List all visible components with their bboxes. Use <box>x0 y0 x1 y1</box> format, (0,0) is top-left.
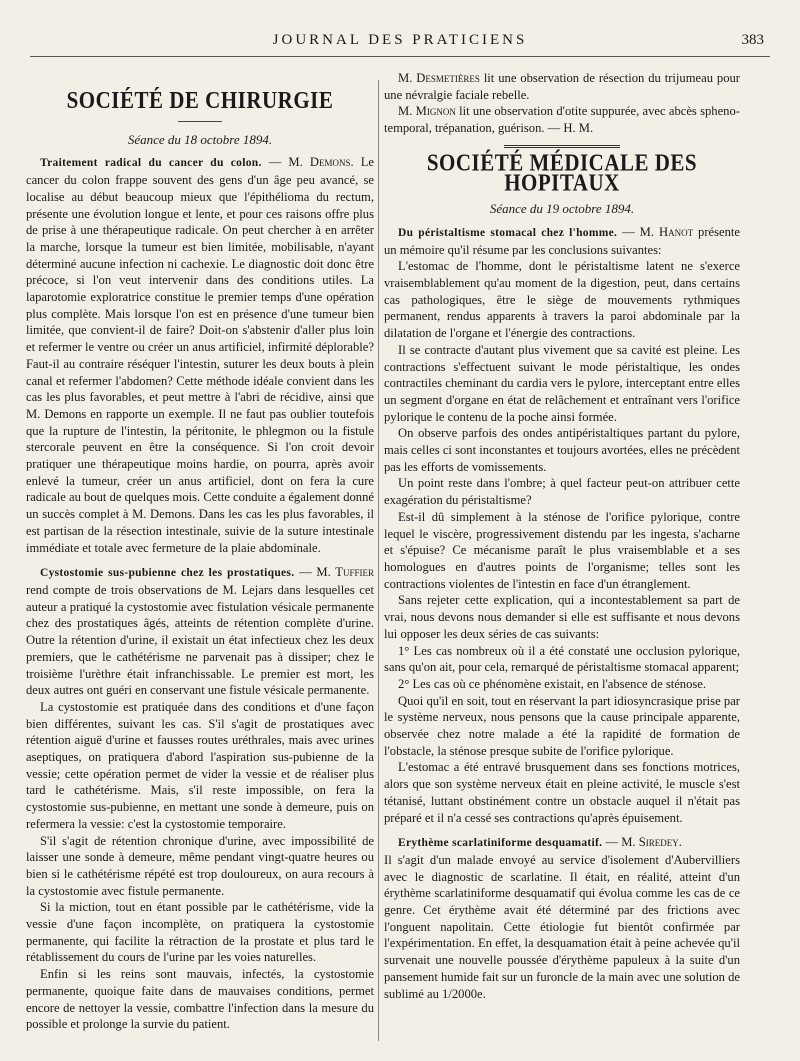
paragraph: On observe parfois des ondes antipéristaltiques partant du pylore, mais celles ci sont inconstantes et toujours avortées, elles ne précèdent pas les efforts de vomissements. <box>384 426 740 474</box>
paragraph: Quoi qu'il en soit, tout en réservant la part idiosyncrasique prise par le système nerveux, nous pensons que la cause principale apparente, observée chez notre malade a été la rapidité de formation de l'obstacle, la sténose presque subite de l'orifice pylorique. <box>384 693 740 758</box>
paragraph: S'il s'agit de rétention chronique d'urine, avec impossibilité de laisser une sonde à demeure, même pendant vingt-quatre heures ou bien si le cathétérisme répété est trop douloureux, on aura recours à la cystostomie avec fistule permanente. <box>26 833 374 898</box>
article-rubric: Du péristaltisme stomacal chez l'homme. <box>398 226 618 239</box>
title-rule <box>178 121 222 122</box>
article-rubric: Traitement radical du cancer du colon. <box>40 157 262 170</box>
article-body: Le cancer du colon frappe souvent des gens d'un âge peu avancé, se localise au début beaucoup mieux que l'épithélioma du rectum, présente une évolution longue et lente, et pour ces raisons offre plus de prise à une thérapeutique radicale. On peut chercher à en arrêter la marche, lorsque la tumeur est bien limitée, mobilisable, n'ayant déterminé aucune infection ni cachexie. Le diagnostic doit donc être précoce, si l'on veut intervenir dans des conditions utiles. La laparotomie exploratrice constitue le premier temps d'une opération plus complète. Mais lorsque l'on est en présence d'une tumeur bien limitée, que convient-il de faire? Doit-on s'abstenir d'aller plus loin et refermer le ventre ou créer un anus artificiel, infirmité déplorable? Faut-il au contraire réséquer l'intestin, suturer les deux bouts à plein canal et refermer l'abdomen? Cette méthode idéale convient dans les cas les plus favorables, et peut mettre à l'abri de récidive, ainsi que M. Demons en rapporte un exemple. Il ne faut pas oublier toutefois que la rupture de l'intestin, la péritonite, le phlegmon ou la fistule stercorale peuvent en être la conséquence. Si l'on croit devoir pratiquer une thérapeutique moins hardie, on pourra, après avoir enlevé la tumeur, créer un anus artificiel, dont on fera la cure radicale au bout de quelques mois. Cette conduite a également donné un succès complet à M. Demons. Dans les cas les plus favorables, il est partisan de la résection intestinale, suivie de la suture intestinale immédiate et totale avec fermeture de la plaie abdominale. <box>26 155 374 555</box>
right-column <box>384 70 740 1041</box>
paragraph: La cystostomie est pratiquée dans des conditions et d'une façon bien différentes, suivant les cas. S'il s'agit de prostatiques avec rétention aiguë d'urine et fausses routes uréthrales, mais avec urines aseptiques, on pratiquera d'abord l'aspiration sus-pubienne de la vessie; cette opération permet de vider la vessie et de réaliser plus tard le cathétérisme. Mais, s'il reste impossible, on fera la cystostomie sus-pubienne, en mettant une sonde à demeure, puis on refermera la vessie: c'est la cystostomie temporaire. <box>26 699 374 831</box>
article-peristaltisme <box>384 224 740 258</box>
article-author: — M. Tuffier <box>299 565 374 580</box>
society-title-hopitaux: SOCIÉTÉ MÉDICALE DES HOPITAUX <box>426 148 698 196</box>
seance-date: Séance du 18 octobre 1894. <box>127 131 273 147</box>
article-erytheme <box>384 834 740 852</box>
left-column <box>26 70 374 1041</box>
paragraph: L'estomac de l'homme, dont le péristaltisme latent ne s'exerce vraisemblablement qu'au moment de la digestion, peut, dans certains cas pathologiques, être le siège de mouvements rythmiques permanent, rendus apparents à travers la paroi abdominale par la dilatation de l'organe et l'énergie des contractions. <box>384 259 740 341</box>
article-body: présente un mémoire qu'il résume par les conclusions suivantes: <box>384 224 740 257</box>
paragraph: Il s'agit d'un malade envoyé au service d'isolement d'Aubervilliers avec le diagnostic de scarlatine. Il était, en réalité, atteint d'un érythème scarlatiniforme desquamatif qui évolua comme les cas de ce genre. Cet érythème avait été déterminé par des frictions avec l'onguent napolitain. Cette étiologie fut bientôt confirmée par l'expérimentation. En effet, la desquamation était à peine achevée qu'il survenait une nouvelle poussée d'érythème papuleux à la suite d'un pansement humide fait sur un furoncle de la main avec une solution de sublimé au 1/2000e. <box>384 852 741 1001</box>
paragraph: L'estomac a été entravé brusquement dans ses fonctions motrices, alors que son système nerveux était en pleine activité, le muscle s'est tétanisé, luttant obstinément contre un obstacle auquel il n'était pas préparé et il n'a cessé ses contractions qu'après épuisement. <box>384 760 740 825</box>
article-cystostomie <box>26 564 374 699</box>
paragraph: 2° Les cas où ce phénomène existait, en l'absence de sténose. <box>398 676 707 691</box>
paragraph: Enfin si les reins sont mauvais, infectés, la cystostomie permanente, quoique faite dans de mauvaises conditions, permet encore de nettoyer la vessie, combattre l'infection dans la mesure du possible et prolonge la survie du patient. <box>26 967 374 1032</box>
paragraph-body: lit une observation de résection du trijumeau pour une névralgie faciale rebelle. <box>384 71 741 102</box>
paragraph-body: lit une observation d'otite suppurée, avec abcès spheno-temporal, trépanation, guérison. — H. M. <box>384 104 740 136</box>
society-title-chirurgie: SOCIÉTÉ DE CHIRURGIE <box>66 86 334 114</box>
seance-date: Séance du 19 octobre 1894. <box>489 201 635 217</box>
paragraph-mignon <box>384 103 740 136</box>
running-header <box>30 30 770 57</box>
article-colon-cancer <box>26 154 374 556</box>
column-divider <box>378 80 379 1041</box>
article-body: rend compte de trois observations de M. Lejars dans lesquelles cet auteur a pratiqué la cystostomie avec fistulation vésicale permanente chez des prostatiques âgés, atteints de rétention complète d'urine. Outre la rétention d'urine, il existait un état infectieux chez les deux premiers, que le cathétérisme ne parvenait pas à dissiper; chez le troisième l'urèthre était infranchissable. Le premier est mort, les deux autres ont guéri en conservant une fistule vésicale permanente. <box>26 582 374 698</box>
article-author: — M. Hanot <box>622 224 694 239</box>
paragraph: Est-il dû simplement à la sténose de l'orifice pylorique, contre lequel le viscère, progressivement distendu par les ingesta, s'acharne et s'épuise? Ce mécanisme paraît le plus vraisemblable et a ses homologues en d'autres points de l'organisme; telles sont les contractions violentes de l'intestin en face d'un étranglement. <box>384 509 740 591</box>
article-author: — M. Siredey. <box>605 835 682 850</box>
page-number: 383 <box>741 32 764 48</box>
paragraph: Si la miction, tout en étant possible par le cathétérisme, vide la vessie d'une façon incomplète, on pratiquera la cystostomie permanente, qui facilite la rétraction de la prostate et plus tard le rétablissement du cours de l'urine par les voies naturelles. <box>26 900 374 965</box>
paragraph: 1° Les cas nombreux où il a été constaté une occlusion pylorique, sans qu'on ait, pour cela, remarqué de péristaltisme stomacal apparent; <box>384 643 740 675</box>
paragraph-desmetieres <box>384 70 740 103</box>
journal-title: JOURNAL DES PRATICIENS <box>272 32 528 48</box>
author-name: M. Desmetières <box>398 71 480 85</box>
author-name: M. Mignon <box>398 104 456 119</box>
article-author: — M. Demons. <box>268 155 354 170</box>
article-rubric: Erythème scarlatiniforme desquamatif. <box>398 837 603 850</box>
paragraph: Il se contracte d'autant plus vivement que sa cavité est pleine. Les contractions s'effectuent suivant le mode péristaltique, les ondes contractiles cheminant du cardia vers le pylore, interceptant entre elles un segment d'organe en état de relâchement et entraînant vers l'orifice pylorique le contenu de la poche ainsi formée. <box>384 342 740 424</box>
article-rubric: Cystostomie sus-pubienne chez les prostatiques. <box>40 567 295 580</box>
paragraph: Sans rejeter cette explication, qui a incontestablement sa part de vrai, nous devons nous demander si elle est suffisante et nous devons lui opposer les deux séries de cas suivants: <box>384 593 740 641</box>
paragraph: Un point reste dans l'ombre; à quel facteur peut-on attribuer cette exagération du péristaltisme? <box>384 476 740 508</box>
